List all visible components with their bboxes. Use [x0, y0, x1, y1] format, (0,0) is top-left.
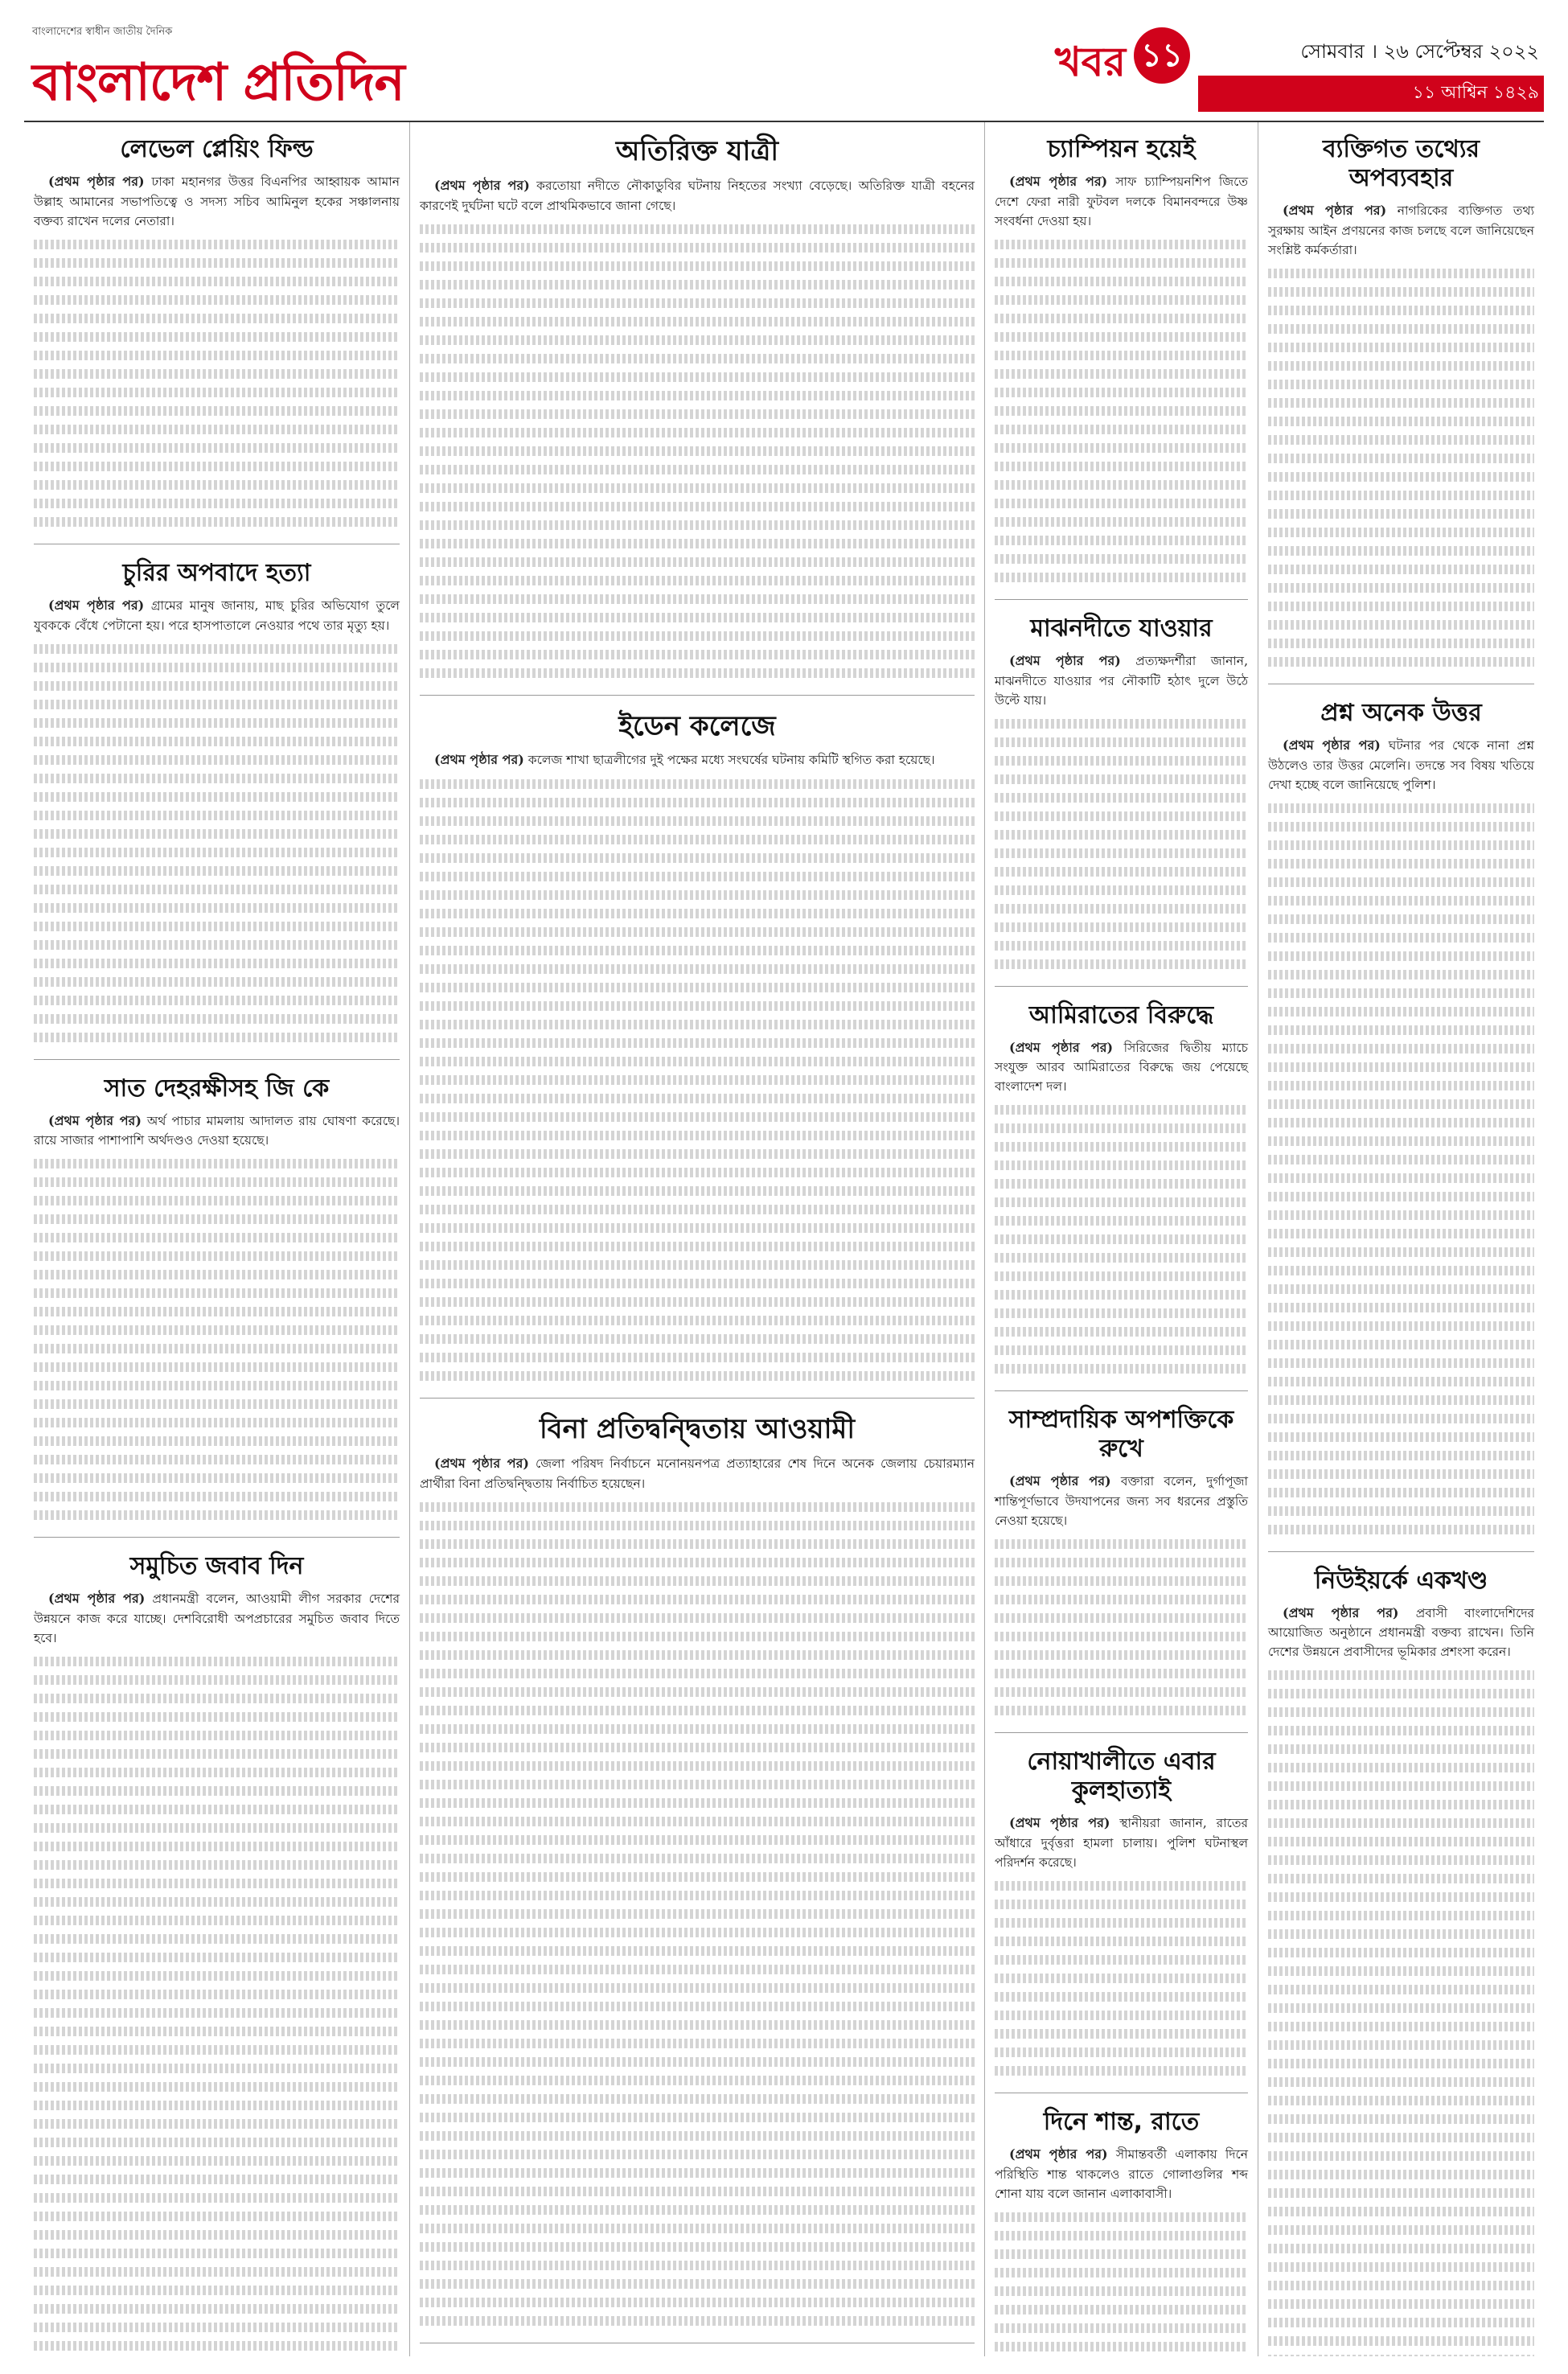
article-lead: ঘটনার পর থেকে নানা প্রশ্ন উঠলেও তার উত্তর মেলেনি। তদন্তে সব বিষয় খতিয়ে দেখা হচ্ছে বলে জানিয়েছে পুলিশ। [1268, 737, 1534, 792]
column-1 [24, 122, 410, 2356]
article-byline: (প্রথম পৃষ্ঠার পর) [48, 174, 145, 189]
article-byline: (প্রথম পৃষ্ঠার পর) [1009, 1473, 1111, 1489]
article-body [995, 651, 1248, 710]
article-extra-passengers [420, 135, 975, 696]
article-champion [995, 135, 1248, 600]
article-headline: ইডেন কলেজে [618, 709, 776, 742]
article-headline: দিনে শান্ত, রাতে [1043, 2108, 1200, 2137]
article-midriver [995, 614, 1248, 987]
article-communal-forces [995, 1406, 1248, 1733]
newspaper-page [24, 121, 1544, 2356]
article-headline: সাম্প্রদায়িক অপশক্তিকে রুখে [1008, 1406, 1234, 1464]
article-byline: (প্রথম পৃষ্ঠার পর) [1009, 1039, 1114, 1055]
article-text-block [420, 779, 975, 1381]
article-lead: সীমান্তবর্তী এলাকায় দিনে পরিস্থিতি শান্ত থাকলেও রাতে গোলাগুলির শব্দ শোনা যায় বলে জানান এলাকাবাসী। [995, 2147, 1248, 2201]
article-headline: লেভেল প্লেয়িং ফিল্ড [120, 135, 314, 163]
article-lead: কলেজ শাখা ছাত্রলীগের দুই পক্ষের মধ্যে সংঘর্ষের ঘটনায় কমিটি স্থগিত করা হয়েছে। [527, 753, 935, 768]
article-lead: সিরিজের দ্বিতীয় ম্যাচে সংযুক্ত আরব আমিরাতের বিরুদ্ধে জয় পেয়েছে বাংলাদেশ দল। [995, 1040, 1249, 1095]
article-text-block [995, 719, 1248, 969]
article-body [34, 596, 400, 635]
article-byline: (প্রথম পৃষ্ঠার পর) [1283, 1604, 1399, 1620]
dateline [1198, 35, 1544, 112]
article-body [995, 2145, 1248, 2204]
article-body [34, 172, 400, 231]
date-bengali: ১১ আশ্বিন ১৪২৯ [1198, 76, 1544, 112]
article-headline: প্রশ্ন অনেক উত্তর [1320, 698, 1482, 727]
article-byline: (প্রথম পৃষ্ঠার পর) [48, 597, 145, 613]
article-text-block [34, 1657, 400, 2356]
article-headline: সাত দেহরক্ষীসহ জি কে [104, 1074, 330, 1103]
masthead-tagline: বাংলাদেশের স্বাধীন জাতীয় দৈনিক [32, 26, 173, 38]
section-title: খবর [1054, 39, 1126, 85]
article-body [420, 1454, 975, 1493]
article-lead: স্থানীয়রা জানান, রাতের আঁধারে দুর্বৃত্তরা হামলা চালায়। পুলিশ ঘটনাস্থল পরিদর্শন করেছে। [995, 1816, 1248, 1871]
article-body [995, 1472, 1248, 1530]
article-headline: চ্যাম্পিয়ন হয়েই [1047, 135, 1196, 163]
newspaper-logo [24, 23, 442, 113]
article-text-block [34, 1159, 400, 1520]
article-personal-data [1268, 135, 1534, 684]
article-text-block [1268, 269, 1534, 667]
article-headline: মাঝনদীতে যাওয়ার [1030, 614, 1213, 643]
article-body [34, 1589, 400, 1648]
article-byline: (প্রথম পৃষ্ঠার পর) [1009, 174, 1108, 189]
article-noakhali [995, 1748, 1248, 2093]
article-text-block [420, 1502, 975, 2326]
article-headline: নোয়াখালীতে এবার কুলহাত্যাই [1027, 1748, 1216, 1805]
article-headline: ব্যক্তিগত তথ্যের অপব্যবহার [1323, 135, 1480, 192]
article-lead: প্রবাসী বাংলাদেশিদের আয়োজিত অনুষ্ঠানে প্রধানমন্ত্রী বক্তব্য রাখেন। তিনি দেশের উন্নয়নে প্রবাসীদের ভূমিকার প্রশংসা করেন। [1268, 1605, 1534, 1660]
article-byline: (প্রথম পৃষ্ঠার পর) [1009, 652, 1121, 668]
article-text-block [34, 644, 400, 1042]
article-eden-college [420, 710, 975, 1399]
article-body [420, 176, 975, 216]
article-text-block [995, 1105, 1248, 1374]
column-4 [1258, 122, 1544, 2356]
article-lead: করতোয়া নদীতে নৌকাডুবির ঘটনায় নিহতের সংখ্যা বেড়েছে। অতিরিক্ত যাত্রী বহনের কারণেই দুর্ঘটনা ঘটে বলে প্রাথমিকভাবে জানা গেছে। [420, 178, 975, 213]
article-byline: (প্রথম পৃষ্ঠার পর) [1009, 2146, 1108, 2162]
page-info [820, 27, 1544, 103]
article-newyork [1268, 1567, 1534, 2356]
article-vs-uae [995, 1001, 1248, 1392]
article-byline: (প্রথম পৃষ্ঠার পর) [48, 1591, 146, 1607]
column-2 [410, 122, 985, 2356]
article-lead: প্রধানমন্ত্রী বলেন, আওয়ামী লীগ সরকার দেশের উন্নয়নে কাজ করে যাচ্ছে। দেশবিরোধী অপপ্রচারের সমুচিত জবাব দিতে হবে। [34, 1592, 400, 1646]
article-text-block [995, 1539, 1248, 1715]
article-body [995, 1038, 1248, 1097]
article-lead: বক্তারা বলেন, দুর্গাপূজা শান্তিপূর্ণভাবে উদযাপনের জন্য সব ধরনের প্রস্তুতি নেওয়া হয়েছে। [995, 1474, 1248, 1529]
article-text-block [995, 240, 1248, 582]
article-headline: বিনা প্রতিদ্বন্দ্বিতায় আওয়ামী [539, 1413, 856, 1446]
article-body [995, 172, 1248, 231]
article-lead: ঢাকা মহানগর উত্তর বিএনপির আহ্বায়ক আমান উল্লাহ আমানের সভাপতিত্বে ও সদস্য সচিব আমিনুল হকের সঞ্চালনায় বক্তব্য রাখেন দলের নেতারা। [34, 175, 400, 228]
article-lead: নাগরিকের ব্যক্তিগত তথ্য সুরক্ষায় আইন প্রণয়নের কাজ চলছে বলে জানিয়েছেন সংশ্লিষ্ট কর্মকর্তারা। [1268, 203, 1534, 257]
article-body [995, 1813, 1248, 1872]
article-byline: (প্রথম পৃষ্ঠার পর) [434, 752, 524, 768]
article-gk-bodyguards [34, 1074, 400, 1538]
date-gregorian: সোমবার । ২৬ সেপ্টেম্বর ২০২২ [1300, 40, 1539, 63]
article-body [34, 1111, 400, 1151]
article-byline: (প্রথম পৃষ্ঠার পর) [48, 1112, 142, 1128]
masthead [24, 14, 1544, 111]
article-text-block [34, 240, 400, 527]
article-text-block [1268, 1670, 1534, 2356]
page-number-badge: ১১ [1134, 27, 1190, 84]
newspaper-name: বাংলাদেশ প্রতিদিন [32, 53, 404, 113]
article-headline: আমিরাতের বিরুদ্ধে [1028, 1000, 1214, 1029]
article-byline: (প্রথম পৃষ্ঠার পর) [434, 177, 530, 193]
article-headline: চুরির অপবাদে হত্যা [122, 558, 311, 587]
article-body [420, 750, 975, 770]
article-text-block [1268, 803, 1534, 1534]
article-body [1268, 201, 1534, 260]
article-headline: সমুচিত জবাব দিন [129, 1552, 304, 1581]
column-3 [985, 122, 1258, 2356]
article-level-playing-field [34, 135, 400, 544]
article-lead: প্রত্যক্ষদর্শীরা জানান, মাঝনদীতে যাওয়ার পর নৌকাটি হঠাৎ দুলে উঠে উল্টে যায়। [995, 653, 1248, 708]
article-byline: (প্রথম পৃষ্ঠার পর) [434, 1456, 529, 1471]
article-text-block [420, 224, 975, 678]
article-byline: (প্রথম পৃষ্ঠার পর) [1009, 1815, 1110, 1831]
article-text-block [995, 1881, 1248, 2076]
article-lead: সাফ চ্যাম্পিয়নশিপ জিতে দেশে ফেরা নারী ফুটবল দলকে বিমানবন্দরে উষ্ণ সংবর্ধনা দেওয়া হয়। [995, 175, 1248, 228]
article-headline: নিউইয়র্কে একখণ্ড [1314, 1566, 1488, 1595]
article-headline: অতিরিক্ত যাত্রী [615, 135, 779, 167]
article-lead: গ্রামের মানুষ জানায়, মাছ চুরির অভিযোগ তুলে যুবককে বেঁধে পেটানো হয়। পরে হাসপাতালে নেওয়ার পথে তার মৃত্যু হয়। [34, 598, 400, 633]
article-calm-day-night [995, 2108, 1248, 2356]
article-theft-murder [34, 559, 400, 1060]
article-lead: জেলা পরিষদ নির্বাচনে মনোনয়নপত্র প্রত্যাহারের শেষ দিনে অনেক জেলায় চেয়ারম্যান প্রার্থীরা বিনা প্রতিদ্বন্দ্বিতায় নির্বাচিত হয়েছেন। [420, 1456, 975, 1491]
article-uncontested-awami [420, 1413, 975, 2343]
article-lead: অর্থ পাচার মামলায় আদালত রায় ঘোষণা করেছে। রায়ে সাজার পাশাপাশি অর্থদণ্ডও দেওয়া হয়েছে। [34, 1113, 400, 1148]
article-body [1268, 1604, 1534, 1662]
article-befitting-reply [34, 1552, 400, 2356]
article-text-block [995, 2212, 1248, 2356]
article-many-questions [1268, 699, 1534, 1552]
article-byline: (প্রথম পৃষ্ঠার পর) [1283, 737, 1381, 753]
article-body [1268, 736, 1534, 795]
article-byline: (প্রথম পৃষ্ঠার পর) [1283, 203, 1387, 218]
